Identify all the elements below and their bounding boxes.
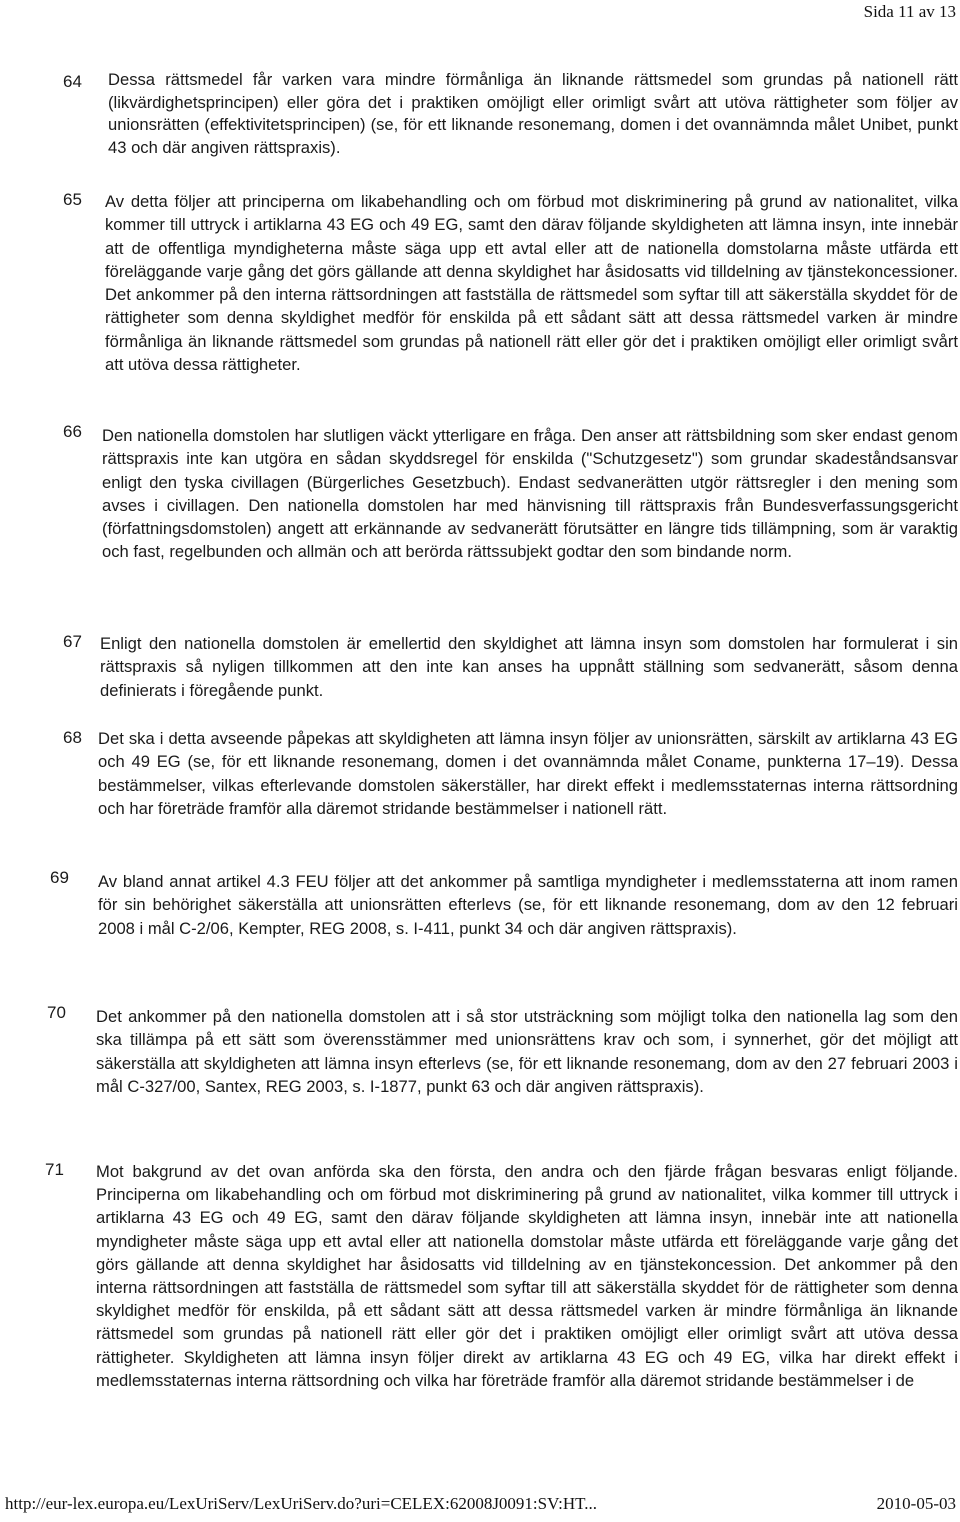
paragraph-text: Den nationella domstolen har slutligen väckt ytterligare en fråga. Den anser att rättsbildning som sker endast genom rättspraxis inte kan utgöra en sådan skyddsregel för enskilda ("Schutzgesetz") som grundar skadeståndsansvar enligt den tyska civillagen (Bürgerliches Gesetzbuch). Endast sedvanerätten utgör rättsregler i den mening som avses i civillagen. Den nationella domstolen har med hänvisning till rättspraxis från Bundesverfassungsgericht (författningsdomstolen) angett att erkännande av sedvanerätt förutsätter en längre tids tillämpning, som är varaktig och fast, regelbunden och allmän och att berörda rättssubjekt godtar den som bindande norm. — [102, 426, 958, 562]
paragraph-text: Av detta följer att principerna om likabehandling och om förbud mot diskriminering på grund av nationalitet, vilka kommer till uttryck i artiklarna 43 EG och 49 EG, samt den därav följande skyldigheten att lämna insyn, inte innebär att de offentliga myndigheterna måste säga upp ett avtal eller att de nationella domstolarna måste utfärda ett föreläggande varje gång det görs gällande att denna skyldighet har åsidosatts vid tilldelning av tjänstekoncessioner. Det ankommer på den interna rättsordningen att fastställa de rättsmedel som syftar till att säkerställa skyddet för de rättigheter som denna skyldighet medför för enskilda på ett sådant sätt att dessa rättsmedel varken är mindre förmånliga än liknande rättsmedel som grundas på nationell rätt eller gör det i praktiken omöjligt eller orimligt svårt att utöva dessa rättigheter. — [105, 192, 958, 375]
paragraph-number: 70 — [47, 1003, 66, 1022]
paragraph-text: Enligt den nationella domstolen är emellertid den skyldighet att lämna insyn som domstolen har formulerat i sin rättspraxis så nyligen tillkommen att den inte kan anses ha uppnått ställning som sedvanerätt, såsom denna definierats i föregående punkt. — [100, 634, 958, 700]
paragraph-number: 67 — [63, 632, 82, 651]
paragraph-text: Mot bakgrund av det ovan anförda ska den första, den andra och den fjärde frågan besvaras enligt följande. Principerna om likabehandling och om förbud mot diskriminering på grund av nationalitet, vilka kommer till uttryck i artiklarna 43 EG och 49 EG, samt den därav följande skyldigheten att lämna insyn, innebär inte att nationella myndigheter måste säga upp ett avtal eller att nationella domstolar måste utfärda ett föreläggande varje gång det görs gällande att denna skyldighet har åsidosatts vid tilldelning av en tjänstekoncession. Det ankommer på den interna rättsordningen att fastställa de rättsmedel som syftar till att säkerställa skyddet för de rättigheter som denna skyldighet medför för enskilda, på ett sådant sätt att dessa rättsmedel varken är mindre förmånliga än liknande rättsmedel som grundas på nationell rätt eller gör det i praktiken omöjligt eller orimligt svårt att utöva dessa rättigheter. Skyldigheten att lämna insyn följer direkt av artiklarna 43 EG och 49 EG, vilka har direkt effekt i medlemsstaternas interna rättsordning och vilka har företräde framför alla däremot stridande bestämmelser i de — [96, 1162, 958, 1390]
paragraph-text: Dessa rättsmedel får varken vara mindre förmånliga än liknande rättsmedel som grundas på nationell rätt (likvärdighetsprincipen) eller göra det i praktiken omöjligt eller orimligt svårt att utöva rättigheter som följer av unionsrätten (effektivitetsprincipen) (se, för ett liknande resonemang, domen i det ovannämnda målet Unibet, punkt 43 och där angiven rättspraxis). — [108, 70, 958, 157]
source-url: http://eur-lex.europa.eu/LexUriServ/LexUriServ.do?uri=CELEX:62008J0091:SV:HT... — [5, 1494, 597, 1513]
paragraph-number: 69 — [50, 868, 69, 887]
paragraph-text: Av bland annat artikel 4.3 FEU följer att det ankommer på samtliga myndigheter i medlemsstaterna att inom ramen för sin behörighet säkerställa att unionsrätten efterlevs (se, för ett liknande resonemang, dom av den 12 februari 2008 i mål C‑2/06, Kempter, REG 2008, s. I‑411, punkt 34 och där angiven rättspraxis). — [98, 872, 958, 938]
paragraph-text: Det ska i detta avseende påpekas att skyldigheten att lämna insyn följer av unionsrätten, särskilt av artiklarna 43 EG och 49 EG (se, för ett liknande resonemang, domen i det ovannämnda målet Coname, punkterna 17–19). Dessa bestämmelser, vilkas efterlevande domstolen säkerställer, har direkt effekt i medlemsstaternas interna rättsordning och har företräde framför alla däremot stridande bestämmelser i nationell rätt. — [98, 729, 958, 818]
print-date: 2010-05-03 — [876, 1494, 956, 1513]
paragraph-text: Det ankommer på den nationella domstolen att i så stor utsträckning som möjligt tolka den nationella lag som den ska tillämpa på ett sätt som överensstämmer med unionsrättens krav och som, i synnerhet, gör det möjligt att säkerställa att skyldigheten att lämna insyn efterlevs (se, för ett liknande resonemang, dom av den 27 februari 2003 i mål C‑327/00, Santex, REG 2003, s. I‑1877, punkt 63 och där angiven rättspraxis). — [96, 1007, 958, 1096]
paragraph-number: 64 — [63, 72, 82, 91]
paragraph-number: 68 — [63, 728, 82, 747]
paragraph-number: 65 — [63, 190, 82, 209]
page-number-header: Sida 11 av 13 — [863, 2, 956, 21]
paragraph-number: 66 — [63, 422, 82, 441]
paragraph-number: 71 — [45, 1160, 64, 1179]
